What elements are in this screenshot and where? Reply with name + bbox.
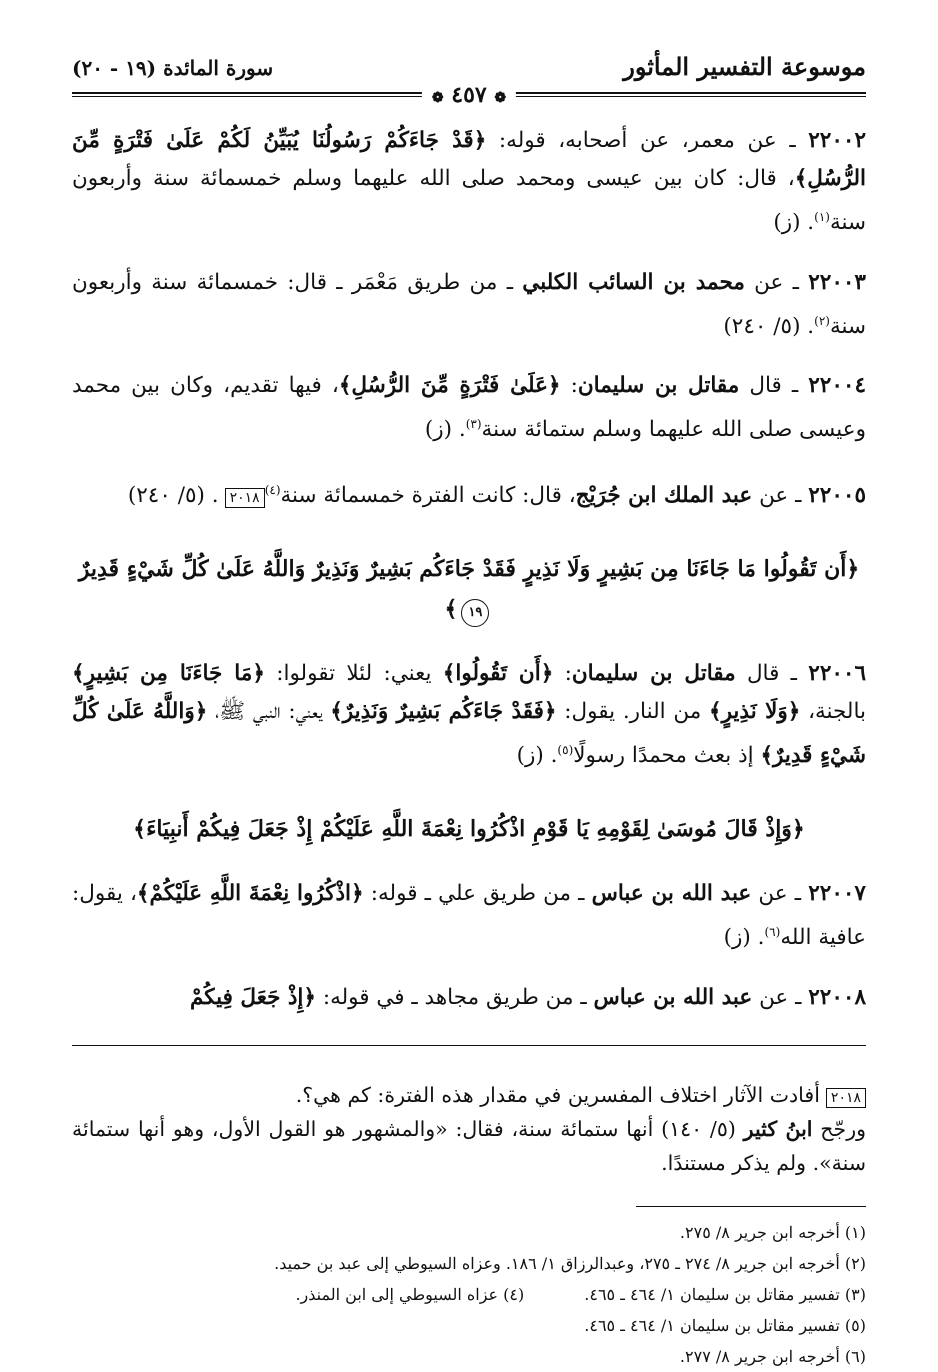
- ornament-icon: ❁: [431, 90, 444, 106]
- entry-text: يعني: لئلا تقولوا:: [264, 661, 443, 687]
- source-ref: . (ز): [723, 925, 765, 951]
- commentary-id: ٢٠١٨: [826, 1088, 866, 1108]
- footnote-ref: (٦): [764, 925, 781, 940]
- entry-number: ٢٢٠٠٣: [808, 269, 866, 295]
- quran-quote: ﴿فَقَدْ جَاءَكُم بَشِيرٌ وَنَذِيرٌ﴾: [330, 699, 557, 725]
- source-ref: . (ز): [424, 417, 466, 443]
- entry-text: ـ عن: [752, 483, 802, 509]
- entry-number: ٢٢٠٠٨: [808, 984, 866, 1010]
- footnote: (٥) تفسير مقاتل بن سليمان ١/ ٤٦٤ ـ ٤٦٥.: [584, 1316, 866, 1336]
- page-header: [72, 52, 866, 108]
- book-title: موسوعة التفسير المأثور: [623, 52, 866, 81]
- narrator-name: عبد الله بن عباس: [591, 881, 752, 907]
- quran-quote: ﴿عَلَىٰ فَتْرَةٍ مِّنَ الرُّسُلِ﴾: [338, 373, 561, 399]
- entry-text: :: [553, 661, 572, 687]
- page-number: [422, 82, 516, 108]
- narrator-name: مقاتل بن سليمان: [571, 661, 736, 687]
- entry-text: بالجنة،: [800, 699, 866, 725]
- quran-quote: ﴿قَدْ جَاءَكُمْ رَسُولُنَا يُبَيِّنُ لَكُمْ عَلَىٰ فَتْرَةٍ مِّنَ الرُّسُلِ﴾: [72, 128, 866, 191]
- entry-text: ، قال: كان بين عيسى ومحمد صلى الله عليهما وسلم خمسمائة سنة وأربعون سنة: [72, 166, 866, 236]
- narrator-name: محمد بن السائب الكلبي: [522, 269, 745, 295]
- footnote-ref: (٥): [557, 743, 574, 758]
- entry-22004: [72, 367, 866, 449]
- surah-title: سورة المائدة (١٩ - ٢٠): [72, 56, 274, 80]
- entry-number: ٢٢٠٠٢: [808, 128, 866, 153]
- entry-22008: [72, 979, 866, 1017]
- entry-text: ، يقول: عافية الله: [72, 881, 866, 951]
- footnote: (٢) أخرجه ابن جرير ٨/ ٢٧٤ ـ ٢٧٥، وعبدالرزاق ١/ ١٨٦. وعزاه السيوطي إلى عبد بن حميد.: [274, 1254, 866, 1274]
- entry-22003: [72, 264, 866, 346]
- entry-22005: [72, 471, 866, 515]
- commentary-line: أفادت الآثار اختلاف المفسرين في مقدار هذه الفترة: كم هي؟.: [295, 1083, 820, 1108]
- quran-quote: ﴿إِذْ جَعَلَ فِيكُمْ: [189, 984, 316, 1010]
- page-number-text: ٤٥٧: [451, 82, 487, 108]
- entry-number: ٢٢٠٠٧: [808, 881, 866, 907]
- source-ref: . (٥/ ٢٤٠): [723, 313, 815, 339]
- entry-text: ، فيها تقديم، وكان بين محمد وعيسى صلى الله عليهما وسلم ستمائة سنة: [72, 373, 866, 443]
- ayah-number: ١٩: [461, 599, 489, 627]
- entry-text: ـ من طريق مَعْمَر ـ قال: خمسمائة سنة وأربعون سنة: [72, 269, 866, 339]
- entry-text: ـ من طريق علي ـ قوله:: [363, 881, 592, 907]
- entry-text: ـ عن: [752, 984, 802, 1010]
- footnote-ref: (١): [814, 210, 830, 224]
- entry-text: ، قال: كانت الفترة خمسمائة سنة: [280, 483, 576, 509]
- footnotes: [72, 1207, 866, 1372]
- entry-text: من النار. يقول:: [556, 699, 709, 725]
- footnote: (٤) عزاه السيوطي إلى ابن المنذر.: [295, 1285, 525, 1305]
- entry-number: ٢٢٠٠٤: [808, 373, 866, 399]
- entry-text: ـ عن معمر، عن أصحابه، قوله:: [486, 128, 796, 153]
- entry-text: يعني: النبي ﷺ،: [207, 699, 331, 725]
- quran-quote: ﴿اذْكُرُوا نِعْمَةَ اللَّهِ عَلَيْكُمْ﴾: [136, 881, 364, 907]
- entry-text: ـ عن: [744, 269, 799, 295]
- footnote-ref: (٣): [465, 417, 482, 432]
- footnote: (٦) أخرجه ابن جرير ٨/ ٢٧٧.: [679, 1347, 866, 1367]
- entry-number: ٢٢٠٠٥: [808, 483, 866, 509]
- footnote: (٣) تفسير مقاتل بن سليمان ١/ ٤٦٤ ـ ٤٦٥.: [584, 1285, 866, 1305]
- quran-verse-heading: [72, 809, 866, 849]
- quran-quote: ﴿أَن تَقُولُوا﴾: [442, 661, 554, 687]
- entry-text: :: [560, 373, 578, 399]
- footnote-ref: (٤): [264, 482, 281, 497]
- commentary-section: [72, 1045, 866, 1181]
- footnote-ref: (٢): [814, 313, 830, 328]
- scholar-name: ابنُ كثير: [743, 1117, 813, 1142]
- narrator-name: مقاتل بن سليمان: [577, 373, 740, 399]
- ornament-icon: ❁: [494, 90, 507, 106]
- quran-quote: ﴿مَا جَاءَنَا مِن بَشِيرٍ﴾: [72, 661, 265, 687]
- entry-22007: [72, 875, 866, 957]
- verse-text: ﴿أَن تَقُولُوا مَا جَاءَنَا مِن بَشِيرٍ وَلَا نَذِيرٍ فَقَدْ جَاءَكُم بَشِيرٌ وَنَذِيرٌ وَاللَّهُ عَلَىٰ كُلِّ شَيْءٍ قَدِيرٌ: [78, 556, 860, 583]
- entry-22006: [72, 655, 866, 775]
- narrator-name: عبد الله بن عباس: [593, 984, 753, 1010]
- commentary-line: ورجّح: [812, 1117, 866, 1142]
- quran-quote: ﴿وَاللَّهُ عَلَىٰ كُلِّ شَيْءٍ قَدِيرٌ﴾: [72, 699, 866, 769]
- narrator-name: عبد الملك ابن جُرَيْج: [575, 483, 753, 509]
- commentary-ref-box: ٢٠١٨: [225, 488, 265, 508]
- verse-close: ﴾: [444, 596, 458, 623]
- entry-22002: [72, 122, 866, 242]
- entry-text: ـ عن: [751, 881, 802, 907]
- entry-number: ٢٢٠٠٦: [808, 661, 867, 687]
- verse-text: ﴿وَإِذْ قَالَ مُوسَىٰ لِقَوْمِهِ يَا قَوْمِ اذْكُرُوا نِعْمَةَ اللَّهِ عَلَيْكُمْ إِذْ جَعَلَ فِيكُمْ أَنبِيَاءَ﴾: [133, 816, 805, 843]
- commentary-text: [72, 1066, 866, 1180]
- source-ref: . (ز): [516, 743, 558, 769]
- commentary-line: (٥/ ١٤٠) أنها ستمائة سنة، فقال: «والمشهور هو القول الأول، وهو أنها ستمائة سنة». ولم يذكر مستندًا.: [72, 1117, 866, 1176]
- source-ref: . (ز): [773, 210, 815, 236]
- quran-verse-heading: [72, 549, 866, 629]
- entry-text: إذ بعث محمدًا رسولًا: [573, 743, 761, 769]
- quran-quote: ﴿وَلَا نَذِيرٍ﴾: [708, 699, 801, 725]
- entries-section: [72, 122, 866, 1017]
- footnote: (١) أخرجه ابن جرير ٨/ ٢٧٥.: [679, 1223, 866, 1243]
- entry-text: ـ من طريق مجاهد ـ في قوله:: [316, 984, 594, 1010]
- footnote-row: [72, 1279, 866, 1310]
- entry-text: ـ قال: [735, 661, 797, 687]
- source-ref: . (٥/ ٢٤٠): [127, 483, 219, 509]
- entry-text: ـ قال: [739, 373, 799, 399]
